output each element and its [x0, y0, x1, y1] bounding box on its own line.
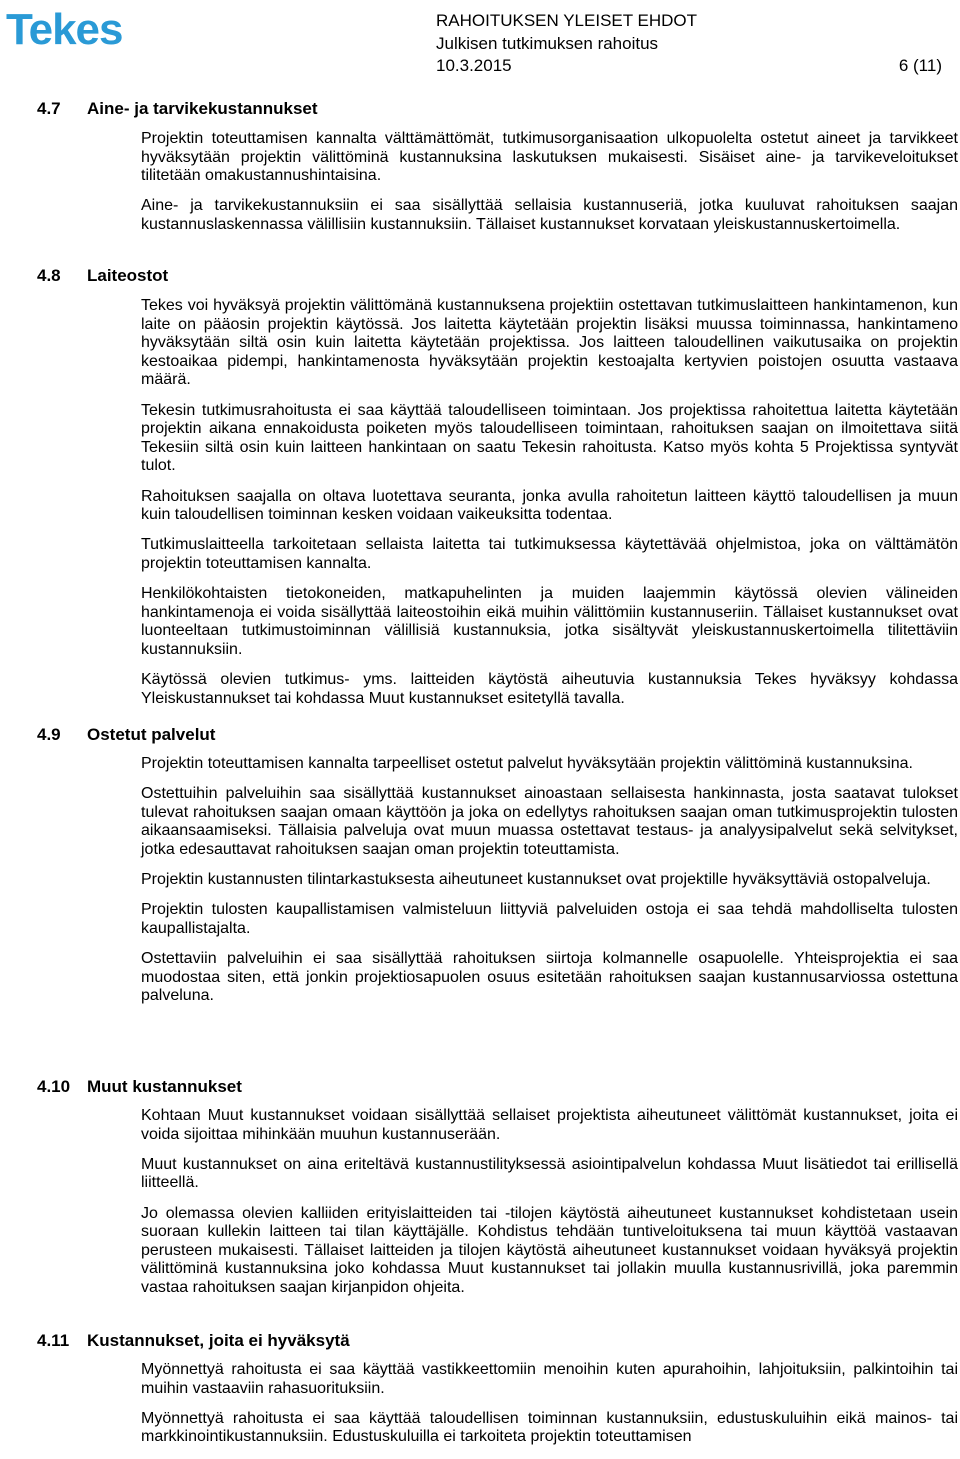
document-date: 10.3.2015: [436, 56, 512, 75]
document-title: RAHOITUKSEN YLEISET EHDOT: [436, 11, 698, 30]
paragraph: Rahoituksen saajalla on oltava luotettava seuranta, jonka avulla rahoitetun laitteen käyttö taloudellisen ja muun kuin taloudellisen toiminnan kesken voidaan vaikeuksitta todentaa.: [141, 487, 958, 524]
section-number: 4.8: [37, 266, 61, 285]
section-heading-4-11: [37, 1331, 350, 1351]
paragraph: Ostettaviin palveluihin ei saa sisällyttää rahoituksen siirtoja kolmannelle osapuolelle. Yhteisprojektia ei saa muodostaa siten, että jonkin projektiosapuolen osuus esitetään rahoituksen saajan kustannusarviossa ostettuna palveluna.: [141, 950, 958, 1005]
section-heading-4-8: [37, 266, 168, 286]
section-heading-4-9: [37, 725, 215, 745]
paragraph: Tekes voi hyväksyä projektin välittömänä kustannuksena projektiin ostettavan tutkimuslaitteen hankintamenon, kun laite on pääosin projektin käytössä. Jos laitetta käytetään projektin lisäksi muussa toiminnassa, hankintameno hyväksytään siltä osin kuin laitetta käytetään projektissa. Jos laitteen taloudellinen vaikutusaika on projektin kestoaikaa pidempi, hankintamenosta hyväksytään projektin kestoajalta kertyvien poistojen osuutta vastaava määrä.: [141, 297, 958, 389]
paragraph: Aine- ja tarvikekustannuksiin ei saa sisällyttää sellaisia kustannuseriä, jotka kuuluvat rahoituksen saajan kustannuslaskennassa välillisiin kustannuksiin. Tällaiset kustannukset korvataan yleiskustannuskertoimella.: [141, 197, 958, 233]
paragraph: Käytössä olevien tutkimus- yms. laitteiden käytöstä aiheutuvia kustannuksia Tekes hyväksyy kohdassa Yleiskustannukset tai kohdassa Muut kustannukset esitetyllä tavalla.: [141, 671, 958, 707]
page-number: 6 (11): [898, 56, 942, 75]
section-title: Laiteostot: [87, 266, 169, 285]
paragraph: Tutkimuslaitteella tarkoitetaan sellaista laitetta tai tutkimuksessa käytettävää ohjelmistoa, joka on välttämätön projektin toteuttamisen kannalta.: [141, 536, 958, 572]
paragraph: Projektin tulosten kaupallistamisen valmisteluun liittyviä palveluiden ostoja ei saa tehdä mahdolliselta tulosten kaupallistajalta.: [141, 901, 958, 937]
paragraph: Muut kustannukset on aina eriteltävä kustannustilityksessä asiointipalvelun kohdassa Muut lisätiedot tai erillisellä liitteellä.: [141, 1155, 958, 1192]
document-subtitle: Julkisen tutkimuksen rahoitus: [436, 34, 659, 53]
section-title: Muut kustannukset: [87, 1077, 242, 1096]
paragraph: Jo olemassa olevien kalliiden erityislaitteiden tai -tilojen käytöstä aiheutuneet kustannukset kohdistetaan usein suoraan kullekin laitteen tai tilan käyttäjälle. Kohdistus tehdään tuntiveloituksena tai muun käyttöä vastaavan perusteen mukaisesti. Tällaiset laitteiden ja tilojen käytöstä aiheutuneet kustannukset voidaan hyväksyä projektin välittöminä kustannuksina joko kohdassa Muut kustannukset tai jollakin muulla kustannusrivillä, joka paremmin vastaa rahoituksen saajan kirjanpidon ohjeita.: [141, 1204, 958, 1296]
paragraph: Ostettuihin palveluihin saa sisällyttää kustannukset ainoastaan sellaisesta hankinnasta, josta saatavat tulokset tulevat rahoituksen saajan omaan käyttöön ja joka on edellytys rahoituksen saajan oman tutkimusprojektin tulosten aikaansaamiseksi. Tällaisia palveluja ovat muun muassa ostettavat testaus- ja analyysipalvelut sekä selvitykset, jotka edesauttavat rahoituksen saajan oman projektin toteuttamista.: [141, 785, 958, 858]
paragraph: Kohtaan Muut kustannukset voidaan sisällyttää sellaiset projektista aiheutuneet välittömät kustannukset, joita ei voida sijoittaa mihinkään muuhun kustannuserään.: [141, 1107, 958, 1143]
section-number: 4.9: [37, 725, 61, 744]
paragraph: Myönnettyä rahoitusta ei saa käyttää taloudellisen toiminnan kustannuksiin, edustuskuluihin eikä mainos- tai markkinointikustannuksiin. Edustuskuluilla ei tarkoiteta projektin toteuttamisen: [141, 1409, 958, 1446]
section-body-4-10: [141, 1107, 958, 1309]
section-number: 4.11: [37, 1331, 70, 1350]
paragraph: Myönnettyä rahoitusta ei saa käyttää vastikkeettomiin menoihin kuten apurahoihin, lahjoituksiin, palkintoihin tai muihin vastaaviin rahasuorituksiin.: [141, 1361, 958, 1397]
section-body-4-11: [141, 1361, 958, 1459]
section-title: Ostetut palvelut: [87, 725, 216, 744]
section-body-4-9: [141, 755, 958, 1018]
section-number: 4.10: [37, 1077, 71, 1096]
section-body-4-8: [141, 297, 958, 720]
section-heading-4-10: [37, 1077, 242, 1097]
paragraph: Henkilökohtaisten tietokoneiden, matkapuhelinten ja muiden laajemmin käytössä olevien välineiden hankintamenoja ei voida sisällyttää laiteostoihin eikä muihin välittömiin kustannuseriin. Tällaiset kustannukset ovat luonteeltaan tutkimustoiminnan välillisiä kustannuksia, jotka sisältyvät yleiskustannuskertoimella tilitettäviin kustannuksiin.: [141, 585, 958, 658]
tekes-logo: Tekes: [6, 5, 123, 54]
section-title: Kustannukset, joita ei hyväksytä: [87, 1331, 350, 1350]
section-number: 4.7: [37, 99, 61, 118]
paragraph: Projektin kustannusten tilintarkastuksesta aiheutuneet kustannukset ovat projektille hyväksyttäviä ostopalveluja.: [141, 871, 931, 889]
section-body-4-7: [141, 130, 958, 246]
section-title: Aine- ja tarvikekustannukset: [87, 99, 318, 118]
paragraph: Projektin toteuttamisen kannalta välttämättömät, tutkimusorganisaation ulkopuolelta ostetut aineet ja tarvikkeet hyväksytään projektin välittöminä kustannuksina laskutuksen mukaisesti. Sisäiset aine- ja tarvikeveloitukset tilitetään omakustannushintaisina.: [141, 130, 958, 185]
paragraph: Projektin toteuttamisen kannalta tarpeelliset ostetut palvelut hyväksytään projektin välittöminä kustannuksina.: [141, 755, 913, 772]
paragraph: Tekesin tutkimusrahoitusta ei saa käyttää taloudelliseen toimintaan. Jos projektissa rahoitettua laitetta käytetään projektin aikana ennakoidusta poiketen myös taloudelliseen toimintaan, rahoituksen saajan on ilmoitettava siitä Tekesiin siltä osin kuin laitteen hankintaan on saatu Tekesin rahoitusta. Katso myös kohta 5 Projektissa syntyvät tulot.: [141, 401, 958, 475]
section-heading-4-7: [37, 99, 318, 119]
